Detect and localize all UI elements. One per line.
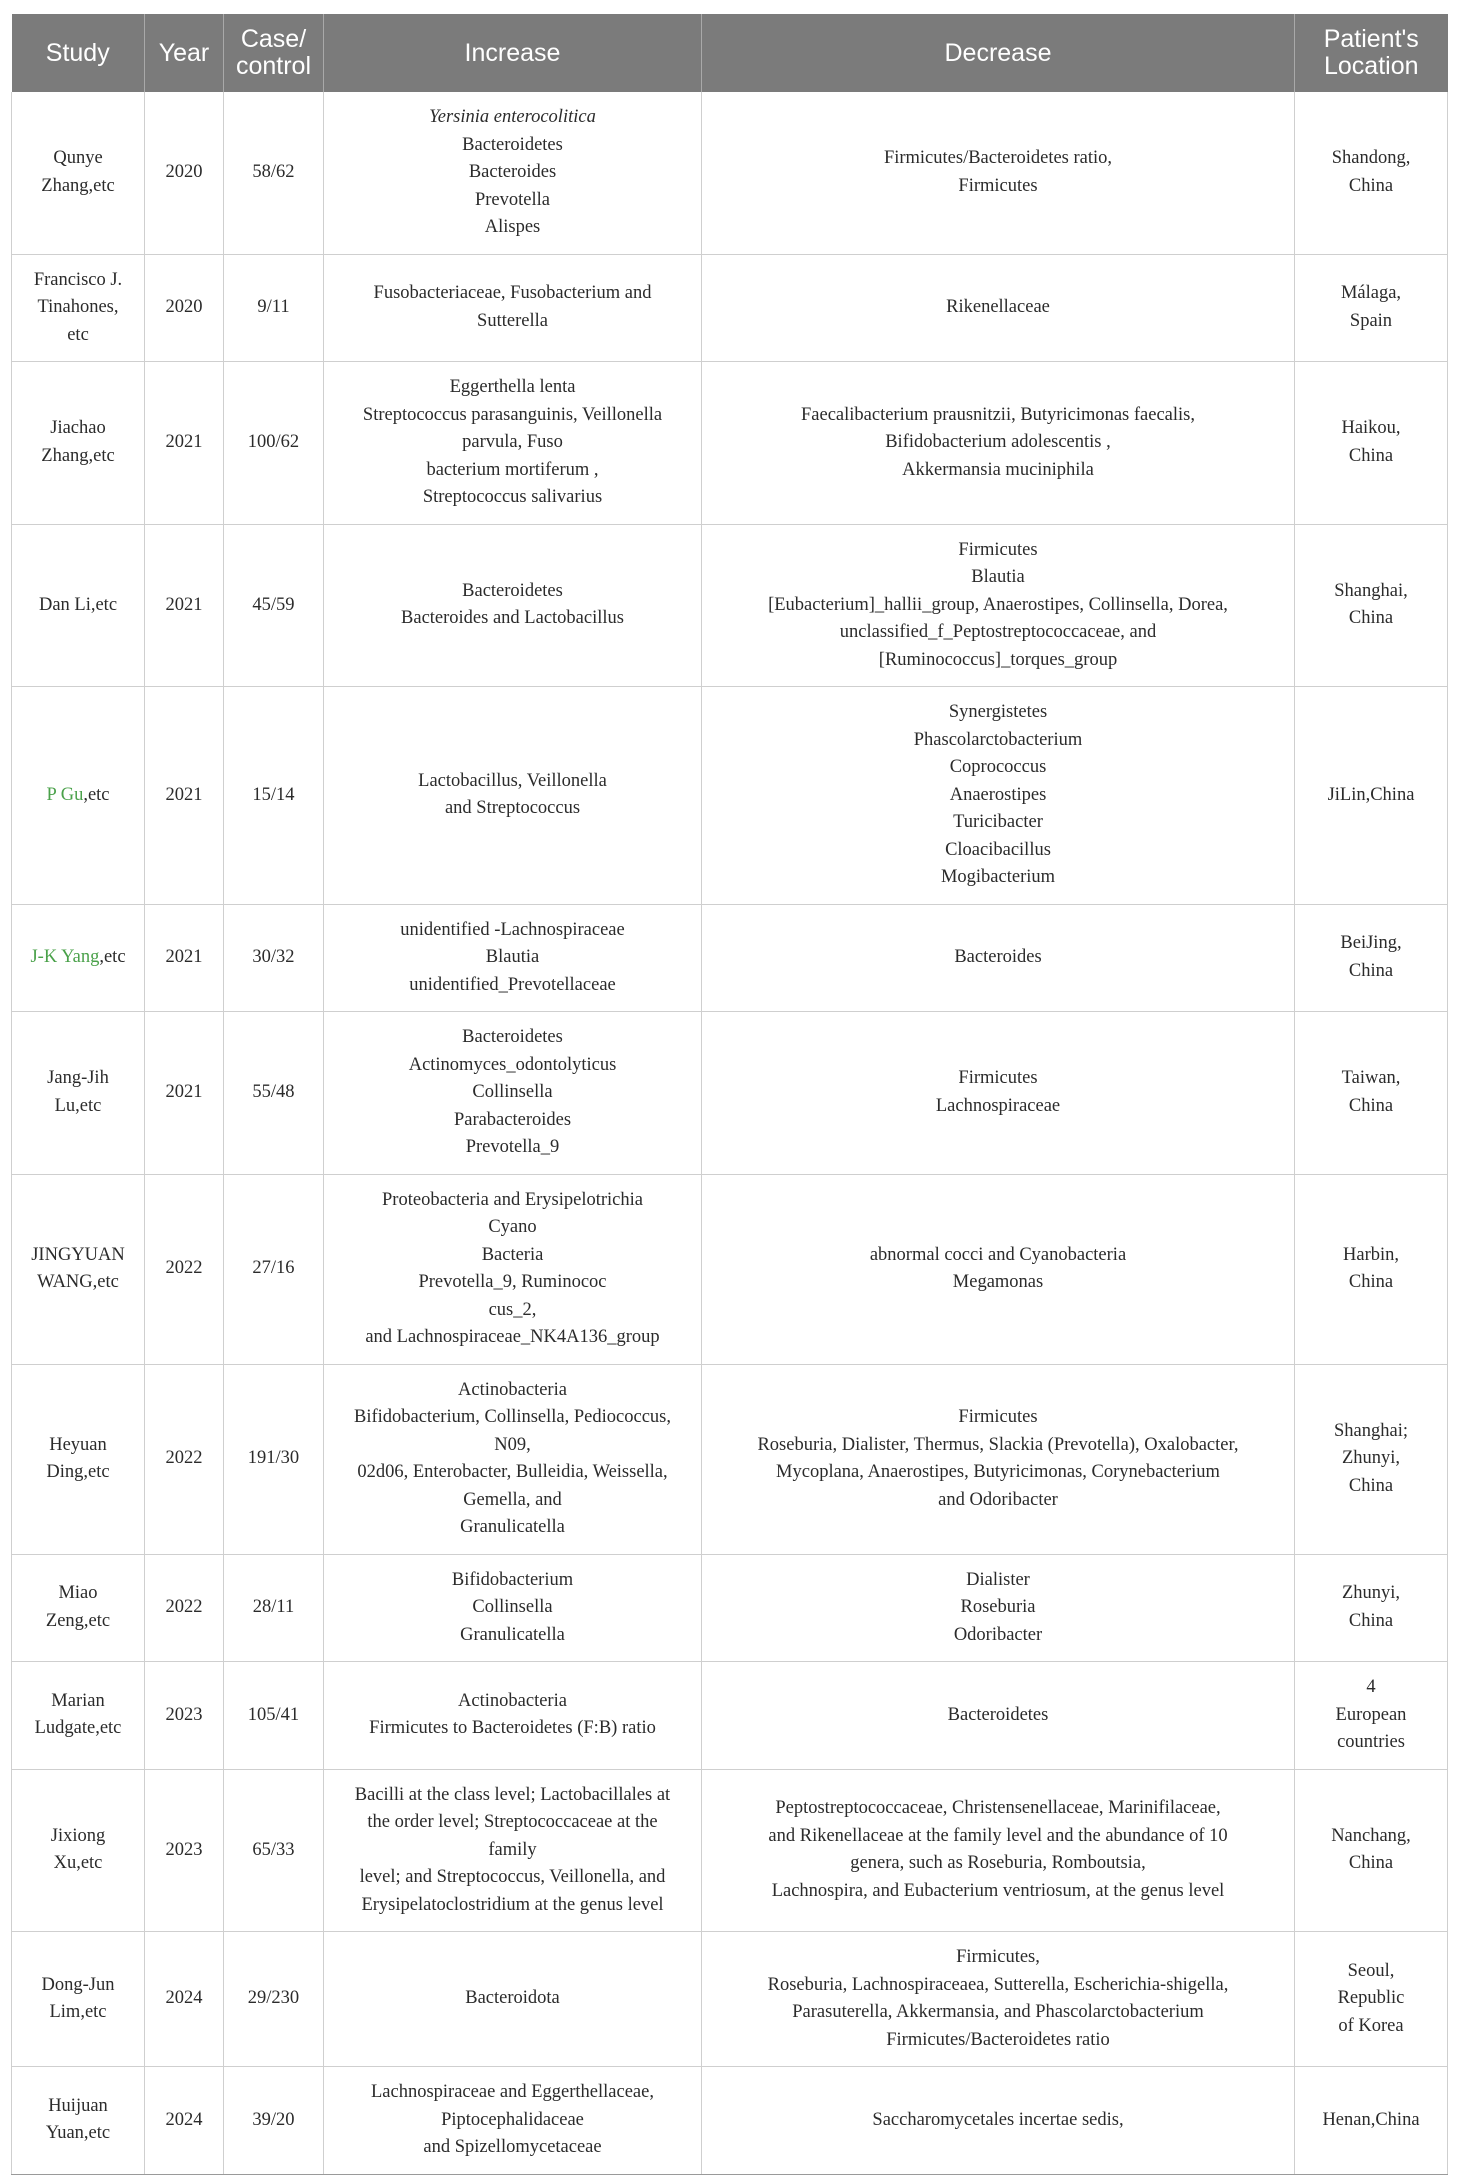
cell-decrease xyxy=(702,524,1295,687)
decrease-line: Dialister xyxy=(966,1569,1030,1590)
table-row xyxy=(12,1662,1448,1770)
location-line: Henan,China xyxy=(1322,2109,1420,2130)
increase-line: Bacteroidetes xyxy=(462,1027,563,1047)
cell-case-control: 30/32 xyxy=(224,904,324,1012)
increase-line: and Spizellomycetaceae xyxy=(423,2137,602,2157)
location-line: European xyxy=(1335,1704,1407,1725)
decrease-line: and Rikenellaceae at the family level and the abundance of 10 xyxy=(768,1825,1228,1846)
decrease-line: unclassified_f_Peptostreptococcaceae, and xyxy=(839,622,1157,642)
increase-line: Bacteroides and Lactobacillus xyxy=(401,608,624,629)
study-line: Zeng,etc xyxy=(45,1610,111,1631)
cell-decrease xyxy=(702,1662,1295,1770)
increase-line: Bifidobacterium, Collinsella, Pediococcus, xyxy=(353,1407,671,1427)
increase-line: N09, xyxy=(494,1434,531,1455)
increase-line: Alispes xyxy=(484,217,541,237)
table-row xyxy=(12,687,1448,905)
cell-increase xyxy=(324,1364,702,1554)
study-table xyxy=(11,14,1448,2175)
increase-line: Collinsella xyxy=(472,1597,553,1617)
increase-line: Eggerthella lenta xyxy=(449,377,576,397)
header-increase: Increase xyxy=(324,14,702,92)
decrease-line: Akkermansia muciniphila xyxy=(902,459,1094,480)
cell-decrease xyxy=(702,687,1295,905)
increase-line: Parabacteroides xyxy=(453,1109,572,1130)
increase-line: family xyxy=(488,1839,537,1860)
cell-study xyxy=(12,524,145,687)
study-line: Xu,etc xyxy=(53,1853,103,1874)
table-row xyxy=(12,904,1448,1012)
header-line: Location xyxy=(1323,52,1419,80)
cell-location xyxy=(1295,1554,1448,1662)
cell-decrease xyxy=(702,2067,1295,2175)
increase-line: Prevotella_9 xyxy=(465,1137,560,1157)
study-line: Marian xyxy=(51,1690,105,1711)
cell-increase xyxy=(324,92,702,254)
location-line: Shanghai; xyxy=(1334,1420,1408,1441)
cell-case-control: 27/16 xyxy=(224,1174,324,1364)
increase-line: Yersinia enterocolitica xyxy=(429,107,596,127)
cell-year: 2020 xyxy=(145,254,224,362)
increase-line: Actinobacteria xyxy=(458,1690,567,1711)
increase-line: Prevotella_9, Ruminococ xyxy=(418,1272,607,1292)
increase-line: Granulicatella xyxy=(460,1517,565,1537)
study-suffix: ,etc xyxy=(99,947,126,967)
study-line: Heyuan xyxy=(49,1434,107,1455)
cell-increase xyxy=(324,1769,702,1932)
increase-line: Lactobacillus, Veillonella xyxy=(418,770,607,791)
location-line: of Korea xyxy=(1338,2015,1404,2036)
cell-year: 2021 xyxy=(145,524,224,687)
cell-increase xyxy=(324,524,702,687)
location-line: JiLin,China xyxy=(1327,784,1415,805)
location-line: 4 xyxy=(1366,1677,1376,1697)
header-line: Patient's xyxy=(1323,25,1419,53)
decrease-line: Parasuterella, Akkermansia, and Phascolarctobacterium xyxy=(792,2002,1204,2022)
cell-year: 2023 xyxy=(145,1769,224,1932)
increase-line: Erysipelatoclostridium at the genus level xyxy=(361,1894,664,1915)
cell-year: 2021 xyxy=(145,362,224,525)
location-line: Seoul, xyxy=(1347,1960,1395,1981)
cell-decrease xyxy=(702,1769,1295,1932)
decrease-line: Firmicutes xyxy=(958,1407,1038,1427)
location-line: China xyxy=(1348,175,1394,196)
decrease-line: Faecalibacterium prausnitzii, Butyricimonas faecalis, xyxy=(800,404,1195,425)
increase-line: and Lachnospiraceae_NK4A136_group xyxy=(365,1327,660,1347)
decrease-line: [Eubacterium]_hallii_group, Anaerostipes, Collinsella, Dorea, xyxy=(768,594,1228,615)
header-row xyxy=(12,14,1448,92)
cell-study xyxy=(12,1012,145,1175)
cell-year: 2021 xyxy=(145,904,224,1012)
study-link[interactable]: J-K Yang xyxy=(30,947,100,967)
cell-location xyxy=(1295,1769,1448,1932)
study-link[interactable]: P Gu xyxy=(46,784,84,805)
table-row xyxy=(12,362,1448,525)
location-line: China xyxy=(1348,1853,1394,1874)
increase-line: Proteobacteria and Erysipelotrichia xyxy=(382,1189,643,1210)
table-row xyxy=(12,1364,1448,1554)
decrease-line: Peptostreptococcaceae, Christensenellaceae, Marinifilaceae, xyxy=(775,1798,1221,1819)
cell-increase xyxy=(324,1932,702,2067)
decrease-line: Megamonas xyxy=(952,1272,1044,1292)
cell-case-control: 100/62 xyxy=(224,362,324,525)
table-row xyxy=(12,1769,1448,1932)
cell-decrease xyxy=(702,1012,1295,1175)
table-row xyxy=(12,92,1448,254)
increase-line: Cyano xyxy=(488,1217,537,1237)
increase-line: and Streptococcus xyxy=(444,798,581,819)
cell-study xyxy=(12,1364,145,1554)
decrease-line: and Odoribacter xyxy=(938,1489,1058,1510)
study-line: Qunye xyxy=(53,148,103,169)
cell-location xyxy=(1295,1012,1448,1175)
table-row xyxy=(12,2067,1448,2175)
cell-study xyxy=(12,904,145,1012)
location-line: Shandong, xyxy=(1331,148,1411,169)
location-line: China xyxy=(1348,445,1394,466)
location-line: China xyxy=(1348,960,1394,981)
study-line: Tinahones, xyxy=(37,297,119,317)
cell-decrease xyxy=(702,1364,1295,1554)
decrease-line: Mycoplana, Anaerostipes, Butyricimonas, Corynebacterium xyxy=(776,1462,1220,1482)
decrease-line: Lachnospiraceae xyxy=(935,1095,1061,1116)
decrease-line: Saccharomycetales incertae sedis, xyxy=(872,2109,1124,2130)
cell-case-control: 55/48 xyxy=(224,1012,324,1175)
table-row xyxy=(12,1932,1448,2067)
study-line: Yuan,etc xyxy=(45,2123,111,2144)
decrease-line: Coprococcus xyxy=(949,757,1047,777)
study-line: Zhang,etc xyxy=(41,175,115,196)
cell-year: 2022 xyxy=(145,1554,224,1662)
cell-location xyxy=(1295,1174,1448,1364)
location-line: Zhunyi, xyxy=(1341,1583,1401,1604)
cell-case-control: 65/33 xyxy=(224,1769,324,1932)
header-location xyxy=(1295,14,1448,92)
cell-decrease xyxy=(702,1554,1295,1662)
location-line: China xyxy=(1348,1610,1394,1631)
increase-line: unidentified_Prevotellaceae xyxy=(409,974,616,995)
cell-increase xyxy=(324,1554,702,1662)
cell-location xyxy=(1295,1662,1448,1770)
cell-increase xyxy=(324,1662,702,1770)
study-line: etc xyxy=(67,324,89,345)
cell-year: 2021 xyxy=(145,687,224,905)
cell-year: 2020 xyxy=(145,92,224,254)
increase-line: Sutterella xyxy=(477,310,548,331)
location-line: Zhunyi, xyxy=(1341,1448,1401,1469)
study-line: Ludgate,etc xyxy=(34,1718,122,1739)
location-line: Haikou, xyxy=(1341,418,1401,439)
cell-study xyxy=(12,1174,145,1364)
cell-increase xyxy=(324,2067,702,2175)
location-line: China xyxy=(1348,1272,1394,1292)
study-suffix: ,etc xyxy=(83,784,110,805)
increase-line: Bacteroidetes xyxy=(462,134,563,155)
increase-line: Streptococcus salivarius xyxy=(422,487,603,507)
increase-line: Blautia xyxy=(485,947,540,967)
cell-study xyxy=(12,687,145,905)
header-line: control xyxy=(235,52,312,80)
location-line: Harbin, xyxy=(1343,1244,1399,1265)
location-line: Taiwan, xyxy=(1341,1068,1401,1089)
increase-line: Bacteroidota xyxy=(465,1988,560,2009)
study-line: Huijuan xyxy=(48,2095,108,2116)
study-line: Jiachao xyxy=(50,418,106,439)
cell-decrease xyxy=(702,1932,1295,2067)
cell-increase xyxy=(324,904,702,1012)
decrease-line: Firmicutes, xyxy=(956,1947,1040,1967)
cell-location xyxy=(1295,92,1448,254)
study-line: Dong-Jun xyxy=(41,1974,115,1995)
cell-location xyxy=(1295,904,1448,1012)
header-line: Case/ xyxy=(240,25,307,53)
cell-study xyxy=(12,92,145,254)
study-line: Lim,etc xyxy=(49,2002,107,2022)
increase-line: parvula, Fuso xyxy=(462,432,563,452)
decrease-line: genera, such as Roseburia, Romboutsia, xyxy=(850,1853,1146,1874)
cell-case-control: 15/14 xyxy=(224,687,324,905)
cell-location xyxy=(1295,1364,1448,1554)
cell-study xyxy=(12,1662,145,1770)
cell-year: 2021 xyxy=(145,1012,224,1175)
increase-line: Bacteria xyxy=(481,1244,544,1265)
study-line: Dan Li,etc xyxy=(38,594,118,615)
cell-case-control: 28/11 xyxy=(224,1554,324,1662)
decrease-line: Roseburia, Dialister, Thermus, Slackia (Prevotella), Oxalobacter, xyxy=(757,1434,1239,1455)
increase-line: Bacteroidetes xyxy=(462,580,563,601)
cell-case-control: 39/20 xyxy=(224,2067,324,2175)
decrease-line: Roseburia xyxy=(960,1597,1036,1617)
location-line: Republic xyxy=(1337,1988,1405,2009)
study-line: Ding,etc xyxy=(46,1462,110,1482)
header-study: Study xyxy=(12,14,145,92)
increase-line: Piptocephalidaceae xyxy=(441,2109,584,2130)
cell-study xyxy=(12,2067,145,2175)
cell-case-control: 9/11 xyxy=(224,254,324,362)
cell-location xyxy=(1295,254,1448,362)
cell-case-control: 58/62 xyxy=(224,92,324,254)
increase-line: Gemella, and xyxy=(463,1489,562,1510)
decrease-line: abnormal cocci and Cyanobacteria xyxy=(869,1244,1127,1265)
increase-line: 02d06, Enterobacter, Bulleidia, Weissella, xyxy=(357,1462,668,1482)
cell-increase xyxy=(324,687,702,905)
location-line: China xyxy=(1348,1475,1394,1496)
decrease-line: Rikenellaceae xyxy=(946,297,1050,317)
decrease-line: Odoribacter xyxy=(953,1624,1043,1645)
location-line: Shanghai, xyxy=(1334,580,1408,601)
cell-location xyxy=(1295,1932,1448,2067)
table-row xyxy=(12,1012,1448,1175)
study-line: Lu,etc xyxy=(54,1095,102,1116)
cell-location xyxy=(1295,2067,1448,2175)
header-decrease: Decrease xyxy=(702,14,1295,92)
increase-line: Bacilli at the class level; Lactobacillales at xyxy=(354,1784,671,1805)
cell-study xyxy=(12,362,145,525)
increase-line: Streptococcus parasanguinis, Veillonella xyxy=(362,404,663,425)
location-line: Spain xyxy=(1349,310,1393,331)
decrease-line: Lachnospira, and Eubacterium ventriosum, at the genus level xyxy=(771,1880,1225,1901)
table-container xyxy=(11,14,1447,2175)
increase-line: the order level; Streptococcaceae at the xyxy=(367,1812,658,1832)
study-line: Jang-Jih xyxy=(47,1068,109,1089)
increase-line: Fusobacteriaceae, Fusobacterium and xyxy=(373,283,652,304)
table-row xyxy=(12,1174,1448,1364)
cell-decrease xyxy=(702,362,1295,525)
study-line: Miao xyxy=(58,1583,98,1604)
cell-location xyxy=(1295,362,1448,525)
study-line: Francisco J. xyxy=(33,269,123,290)
cell-decrease xyxy=(702,254,1295,362)
decrease-line: Phascolarctobacterium xyxy=(913,729,1083,750)
increase-line: Lachnospiraceae and Eggerthellaceae, xyxy=(371,2082,654,2102)
increase-line: Actinobacteria xyxy=(458,1379,567,1400)
increase-line: Prevotella xyxy=(474,189,550,210)
table-row xyxy=(12,254,1448,362)
cell-study xyxy=(12,1932,145,2067)
header-case-control xyxy=(224,14,324,92)
cell-study xyxy=(12,1554,145,1662)
increase-line: Granulicatella xyxy=(460,1624,565,1645)
decrease-line: Bacteroidetes xyxy=(947,1704,1049,1725)
decrease-line: Anaerostipes xyxy=(949,784,1047,805)
decrease-line: Cloacibacillus xyxy=(945,839,1051,860)
decrease-line: Turicibacter xyxy=(953,812,1043,832)
decrease-line: Synergistetes xyxy=(948,702,1048,722)
increase-line: Actinomyces_odontolyticus xyxy=(408,1054,617,1075)
decrease-line: Blautia xyxy=(971,567,1025,587)
cell-increase xyxy=(324,1012,702,1175)
table-row xyxy=(12,1554,1448,1662)
decrease-line: Roseburia, Lachnospiraceaea, Sutterella, Escherichia-shigella, xyxy=(767,1974,1229,1995)
cell-decrease xyxy=(702,1174,1295,1364)
table-row xyxy=(12,524,1448,687)
location-line: China xyxy=(1348,1095,1394,1116)
location-line: countries xyxy=(1337,1732,1405,1752)
cell-case-control: 191/30 xyxy=(224,1364,324,1554)
cell-study xyxy=(12,254,145,362)
study-line: Jixiong xyxy=(50,1825,106,1846)
cell-increase xyxy=(324,1174,702,1364)
increase-line: cus_2, xyxy=(488,1299,537,1320)
cell-decrease xyxy=(702,904,1295,1012)
decrease-line: Firmicutes/Bacteroidetes ratio xyxy=(886,2029,1110,2050)
decrease-line: Bacteroides xyxy=(954,947,1042,967)
study-line: Zhang,etc xyxy=(41,445,115,466)
cell-year: 2022 xyxy=(145,1174,224,1364)
decrease-line: Firmicutes xyxy=(958,1068,1038,1089)
decrease-line: Firmicutes xyxy=(958,175,1038,196)
location-line: China xyxy=(1348,608,1394,629)
header-year: Year xyxy=(145,14,224,92)
cell-location xyxy=(1295,687,1448,905)
decrease-line: Mogibacterium xyxy=(940,867,1056,887)
increase-line: Bifidobacterium xyxy=(451,1569,574,1590)
decrease-line: Firmicutes xyxy=(958,539,1038,560)
cell-year: 2023 xyxy=(145,1662,224,1770)
cell-year: 2024 xyxy=(145,2067,224,2175)
cell-decrease xyxy=(702,92,1295,254)
cell-location xyxy=(1295,524,1448,687)
cell-study xyxy=(12,1769,145,1932)
cell-year: 2024 xyxy=(145,1932,224,2067)
increase-line: Firmicutes to Bacteroidetes (F:B) ratio xyxy=(369,1718,656,1739)
increase-line: unidentified -Lachnospiraceae xyxy=(400,919,625,940)
decrease-line: Bifidobacterium adolescentis , xyxy=(885,432,1111,452)
cell-year: 2022 xyxy=(145,1364,224,1554)
study-line: WANG,etc xyxy=(37,1272,119,1292)
increase-line: Bacteroides xyxy=(468,162,557,182)
study-line: JINGYUAN xyxy=(31,1244,125,1265)
increase-line: level; and Streptococcus, Veillonella, and xyxy=(359,1867,666,1887)
cell-increase xyxy=(324,254,702,362)
cell-case-control: 45/59 xyxy=(224,524,324,687)
location-line: Nanchang, xyxy=(1331,1825,1411,1846)
increase-line: bacterium mortiferum , xyxy=(426,459,599,480)
decrease-line: [Ruminococcus]_torques_group xyxy=(878,649,1118,670)
increase-line: Collinsella xyxy=(472,1082,553,1102)
location-line: BeiJing, xyxy=(1340,933,1402,954)
cell-increase xyxy=(324,362,702,525)
decrease-line: Firmicutes/Bacteroidetes ratio, xyxy=(883,148,1113,169)
cell-case-control: 29/230 xyxy=(224,1932,324,2067)
cell-case-control: 105/41 xyxy=(224,1662,324,1770)
location-line: Málaga, xyxy=(1340,283,1402,304)
